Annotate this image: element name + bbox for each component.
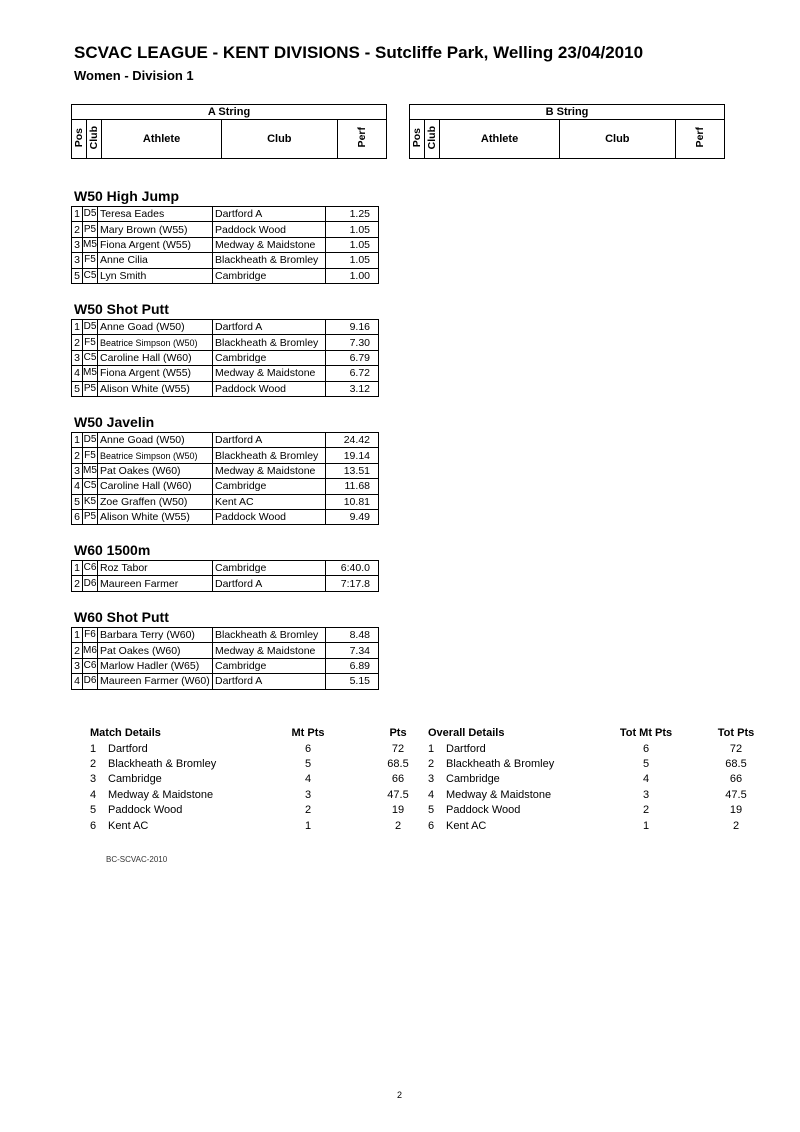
performance-cell: 9.49 bbox=[326, 509, 379, 524]
club-name-cell: Dartford A bbox=[213, 207, 326, 222]
athlete-cell: Maureen Farmer bbox=[98, 576, 213, 591]
athlete-cell: Zoe Graffen (W50) bbox=[98, 494, 213, 509]
match-points-cell: 2 bbox=[642, 804, 650, 817]
club-code-cell: M6 bbox=[83, 643, 98, 658]
points-cell: 2 bbox=[394, 819, 402, 832]
table-row bbox=[72, 479, 379, 494]
position-cell: 2 bbox=[72, 576, 83, 591]
club-name-cell: Cambridge bbox=[108, 773, 162, 786]
perf-col-header: Perf bbox=[693, 127, 706, 148]
position-cell: 1 bbox=[72, 628, 83, 643]
match-points-cell: 2 bbox=[304, 804, 312, 817]
rank-cell: 5 bbox=[428, 804, 435, 817]
athlete-cell: Caroline Hall (W60) bbox=[98, 350, 213, 365]
performance-cell: 19.14 bbox=[326, 448, 379, 463]
club-code-cell: P5 bbox=[83, 509, 98, 524]
athlete-cell: Alison White (W55) bbox=[98, 509, 213, 524]
athlete-cell: Maureen Farmer (W60) bbox=[98, 674, 213, 689]
match-points-cell: 5 bbox=[642, 757, 650, 770]
position-cell: 2 bbox=[72, 448, 83, 463]
match-points-cell: 4 bbox=[304, 773, 312, 786]
points-cell: 19 bbox=[391, 804, 405, 817]
performance-cell: 7:17.8 bbox=[326, 576, 379, 591]
club-name-cell: Paddock Wood bbox=[213, 222, 326, 237]
performance-cell: 10.81 bbox=[326, 494, 379, 509]
performance-cell: 1.05 bbox=[326, 222, 379, 237]
performance-cell: 24.42 bbox=[326, 433, 379, 448]
table-row bbox=[72, 674, 379, 689]
performance-cell: 6.79 bbox=[326, 350, 379, 365]
club-name-cell: Blackheath & Bromley bbox=[446, 757, 555, 770]
position-cell: 2 bbox=[72, 643, 83, 658]
club-name-cell: Dartford A bbox=[213, 576, 326, 591]
rank-cell: 1 bbox=[90, 742, 97, 755]
club-name-cell: Dartford A bbox=[213, 674, 326, 689]
performance-cell: 1.05 bbox=[326, 253, 379, 268]
club-code-col-header: Club bbox=[426, 125, 439, 150]
club-col-header: Club bbox=[221, 120, 337, 159]
match-points-cell: 3 bbox=[642, 788, 650, 801]
points-cell: 68.5 bbox=[725, 757, 747, 770]
footer-code: BC-SCVAC-2010 bbox=[106, 855, 168, 864]
event-results-table bbox=[71, 206, 379, 284]
athlete-cell: Anne Cilia bbox=[98, 253, 213, 268]
position-cell: 3 bbox=[72, 463, 83, 478]
page-subtitle: Women - Division 1 bbox=[74, 68, 194, 83]
event-title: W50 High Jump bbox=[74, 188, 180, 204]
overall-details-table bbox=[428, 726, 776, 834]
club-code-cell: P5 bbox=[83, 222, 98, 237]
athlete-cell: Pat Oakes (W60) bbox=[98, 463, 213, 478]
results-col-header: Mt Pts bbox=[291, 727, 325, 740]
event-results-table bbox=[71, 560, 379, 592]
rank-cell: 5 bbox=[90, 804, 97, 817]
club-name-cell: Paddock Wood bbox=[446, 804, 521, 817]
performance-cell: 11.68 bbox=[326, 479, 379, 494]
position-cell: 3 bbox=[72, 253, 83, 268]
position-cell: 6 bbox=[72, 509, 83, 524]
table-row bbox=[72, 561, 379, 576]
rank-cell: 6 bbox=[90, 819, 97, 832]
table-row bbox=[428, 803, 776, 818]
club-name-cell: Cambridge bbox=[446, 773, 500, 786]
a-string-header bbox=[71, 104, 387, 159]
match-points-cell: 1 bbox=[304, 819, 312, 832]
event-results-table bbox=[71, 627, 379, 690]
table-row bbox=[72, 448, 379, 463]
points-cell: 19 bbox=[729, 804, 743, 817]
club-code-cell: F6 bbox=[83, 628, 98, 643]
table-row bbox=[72, 237, 379, 252]
athlete-cell: Lyn Smith bbox=[98, 268, 213, 283]
table-row bbox=[90, 741, 438, 756]
athlete-cell: Beatrice Simpson (W50) bbox=[98, 448, 213, 463]
club-name-cell: Medway & Maidstone bbox=[213, 237, 326, 252]
event-title: W60 Shot Putt bbox=[74, 609, 169, 625]
results-col-header: Pts bbox=[389, 727, 407, 740]
table-row bbox=[428, 757, 776, 772]
page-title: SCVAC LEAGUE - KENT DIVISIONS - Sutcliffe Park, Welling 23/04/2010 bbox=[74, 43, 644, 62]
table-row bbox=[72, 335, 379, 350]
event-results-table bbox=[71, 319, 379, 397]
performance-cell: 7.30 bbox=[326, 335, 379, 350]
club-code-cell: M5 bbox=[83, 237, 98, 252]
table-row bbox=[90, 803, 438, 818]
rank-cell: 4 bbox=[428, 788, 435, 801]
club-name-cell: Paddock Wood bbox=[108, 804, 183, 817]
club-code-cell: C6 bbox=[83, 561, 98, 576]
event-title: W50 Shot Putt bbox=[74, 301, 169, 317]
position-cell: 3 bbox=[72, 658, 83, 673]
table-row bbox=[72, 576, 379, 591]
rank-cell: 6 bbox=[428, 819, 435, 832]
rank-cell: 3 bbox=[428, 773, 435, 786]
perf-col-header: Perf bbox=[355, 127, 368, 148]
club-name-cell: Blackheath & Bromley bbox=[213, 335, 326, 350]
rank-cell: 1 bbox=[428, 742, 435, 755]
athlete-cell: Fiona Argent (W55) bbox=[98, 366, 213, 381]
performance-cell: 1.25 bbox=[326, 207, 379, 222]
performance-cell: 5.15 bbox=[326, 674, 379, 689]
pos-col-header: Pos bbox=[411, 127, 424, 148]
club-name-cell: Medway & Maidstone bbox=[108, 788, 214, 801]
position-cell: 5 bbox=[72, 381, 83, 396]
athlete-cell: Mary Brown (W55) bbox=[98, 222, 213, 237]
position-cell: 2 bbox=[72, 222, 83, 237]
athlete-cell: Roz Tabor bbox=[98, 561, 213, 576]
athlete-cell: Anne Goad (W50) bbox=[98, 433, 213, 448]
points-cell: 47.5 bbox=[725, 788, 747, 801]
club-name-cell: Dartford bbox=[108, 742, 148, 755]
club-code-cell: F5 bbox=[83, 335, 98, 350]
performance-cell: 1.00 bbox=[326, 268, 379, 283]
athlete-col-header: Athlete bbox=[102, 120, 222, 159]
match-points-cell: 4 bbox=[642, 773, 650, 786]
points-cell: 66 bbox=[729, 773, 743, 786]
club-code-cell: F5 bbox=[83, 448, 98, 463]
club-name-cell: Kent AC bbox=[108, 819, 149, 832]
club-name-cell: Blackheath & Bromley bbox=[213, 628, 326, 643]
points-cell: 72 bbox=[391, 742, 405, 755]
club-code-cell: M5 bbox=[83, 463, 98, 478]
table-row bbox=[72, 350, 379, 365]
points-cell: 72 bbox=[729, 742, 743, 755]
points-cell: 66 bbox=[391, 773, 405, 786]
athlete-cell: Pat Oakes (W60) bbox=[98, 643, 213, 658]
club-code-cell: D6 bbox=[83, 674, 98, 689]
club-code-cell: C6 bbox=[83, 658, 98, 673]
position-cell: 4 bbox=[72, 479, 83, 494]
position-cell: 2 bbox=[72, 335, 83, 350]
rank-cell: 2 bbox=[90, 757, 97, 770]
event-title: W60 1500m bbox=[74, 542, 151, 558]
results-title: Match Details bbox=[90, 727, 161, 740]
club-name-cell: Kent AC bbox=[446, 819, 487, 832]
table-row bbox=[72, 222, 379, 237]
club-code-cell: C5 bbox=[83, 350, 98, 365]
club-code-cell: D5 bbox=[83, 320, 98, 335]
performance-cell: 7.34 bbox=[326, 643, 379, 658]
rank-cell: 3 bbox=[90, 773, 97, 786]
athlete-cell: Teresa Eades bbox=[98, 207, 213, 222]
table-row bbox=[72, 509, 379, 524]
event-title: W50 Javelin bbox=[74, 414, 155, 430]
club-name-cell: Cambridge bbox=[213, 561, 326, 576]
performance-cell: 3.12 bbox=[326, 381, 379, 396]
club-name-cell: Blackheath & Bromley bbox=[108, 757, 217, 770]
results-header-row bbox=[428, 726, 776, 741]
club-name-cell: Blackheath & Bromley bbox=[213, 448, 326, 463]
match-points-cell: 6 bbox=[642, 742, 650, 755]
athlete-cell: Caroline Hall (W60) bbox=[98, 479, 213, 494]
points-cell: 2 bbox=[732, 819, 740, 832]
club-name-cell: Paddock Wood bbox=[213, 381, 326, 396]
results-col-header: Tot Mt Pts bbox=[619, 727, 673, 740]
club-code-cell: M5 bbox=[83, 366, 98, 381]
athlete-col-header: Athlete bbox=[440, 120, 560, 159]
position-cell: 5 bbox=[72, 494, 83, 509]
performance-cell: 1.05 bbox=[326, 237, 379, 252]
performance-cell: 8.48 bbox=[326, 628, 379, 643]
athlete-cell: Barbara Terry (W60) bbox=[98, 628, 213, 643]
position-cell: 3 bbox=[72, 350, 83, 365]
athlete-cell: Beatrice Simpson (W50) bbox=[98, 335, 213, 350]
position-cell: 3 bbox=[72, 237, 83, 252]
performance-cell: 6.72 bbox=[326, 366, 379, 381]
performance-cell: 13.51 bbox=[326, 463, 379, 478]
table-row bbox=[72, 494, 379, 509]
position-cell: 4 bbox=[72, 366, 83, 381]
athlete-cell: Marlow Hadler (W65) bbox=[98, 658, 213, 673]
club-name-cell: Dartford A bbox=[213, 433, 326, 448]
athlete-cell: Anne Goad (W50) bbox=[98, 320, 213, 335]
table-row bbox=[72, 207, 379, 222]
club-name-cell: Dartford bbox=[446, 742, 486, 755]
table-row bbox=[72, 381, 379, 396]
position-cell: 1 bbox=[72, 561, 83, 576]
table-row bbox=[72, 643, 379, 658]
club-name-cell: Cambridge bbox=[213, 479, 326, 494]
table-row bbox=[72, 366, 379, 381]
club-code-col-header: Club bbox=[88, 125, 101, 150]
club-name-cell: Dartford A bbox=[213, 320, 326, 335]
club-code-cell: P5 bbox=[83, 381, 98, 396]
results-col-header: Tot Pts bbox=[717, 727, 755, 740]
club-code-cell: K5 bbox=[83, 494, 98, 509]
page-number: 2 bbox=[397, 1090, 403, 1100]
a-string-title: A String bbox=[72, 105, 387, 120]
match-points-cell: 1 bbox=[642, 819, 650, 832]
club-name-cell: Medway & Maidstone bbox=[213, 643, 326, 658]
table-row bbox=[428, 818, 776, 833]
position-cell: 1 bbox=[72, 320, 83, 335]
table-row bbox=[72, 320, 379, 335]
event-results-table bbox=[71, 432, 379, 525]
club-name-cell: Cambridge bbox=[213, 268, 326, 283]
table-row bbox=[90, 818, 438, 833]
points-cell: 68.5 bbox=[387, 757, 409, 770]
club-code-cell: C5 bbox=[83, 479, 98, 494]
club-code-cell: F5 bbox=[83, 253, 98, 268]
results-header-row bbox=[90, 726, 438, 741]
table-row bbox=[428, 772, 776, 787]
table-row bbox=[72, 433, 379, 448]
table-row bbox=[72, 253, 379, 268]
table-row bbox=[72, 658, 379, 673]
table-row bbox=[428, 741, 776, 756]
table-row bbox=[72, 463, 379, 478]
rank-cell: 2 bbox=[428, 757, 435, 770]
club-name-cell: Paddock Wood bbox=[213, 509, 326, 524]
club-name-cell: Kent AC bbox=[213, 494, 326, 509]
table-row bbox=[72, 268, 379, 283]
club-code-cell: D6 bbox=[83, 576, 98, 591]
athlete-cell: Alison White (W55) bbox=[98, 381, 213, 396]
club-code-cell: D5 bbox=[83, 207, 98, 222]
club-name-cell: Medway & Maidstone bbox=[213, 366, 326, 381]
athlete-cell: Fiona Argent (W55) bbox=[98, 237, 213, 252]
performance-cell: 6:40.0 bbox=[326, 561, 379, 576]
club-code-cell: C5 bbox=[83, 268, 98, 283]
table-row bbox=[72, 628, 379, 643]
position-cell: 5 bbox=[72, 268, 83, 283]
position-cell: 4 bbox=[72, 674, 83, 689]
pos-col-header: Pos bbox=[73, 127, 86, 148]
match-points-cell: 6 bbox=[304, 742, 312, 755]
club-name-cell: Cambridge bbox=[213, 658, 326, 673]
points-cell: 47.5 bbox=[387, 788, 409, 801]
club-name-cell: Medway & Maidstone bbox=[446, 788, 552, 801]
club-name-cell: Blackheath & Bromley bbox=[213, 253, 326, 268]
club-name-cell: Cambridge bbox=[213, 350, 326, 365]
position-cell: 1 bbox=[72, 207, 83, 222]
match-points-cell: 3 bbox=[304, 788, 312, 801]
match-details-table bbox=[90, 726, 438, 834]
match-points-cell: 5 bbox=[304, 757, 312, 770]
club-col-header: Club bbox=[559, 120, 675, 159]
b-string-header bbox=[409, 104, 725, 159]
position-cell: 1 bbox=[72, 433, 83, 448]
club-code-cell: D5 bbox=[83, 433, 98, 448]
table-row bbox=[90, 788, 438, 803]
rank-cell: 4 bbox=[90, 788, 97, 801]
b-string-title: B String bbox=[410, 105, 725, 120]
performance-cell: 9.16 bbox=[326, 320, 379, 335]
table-row bbox=[90, 757, 438, 772]
club-name-cell: Medway & Maidstone bbox=[213, 463, 326, 478]
table-row bbox=[90, 772, 438, 787]
results-title: Overall Details bbox=[428, 727, 505, 740]
table-row bbox=[428, 788, 776, 803]
performance-cell: 6.89 bbox=[326, 658, 379, 673]
